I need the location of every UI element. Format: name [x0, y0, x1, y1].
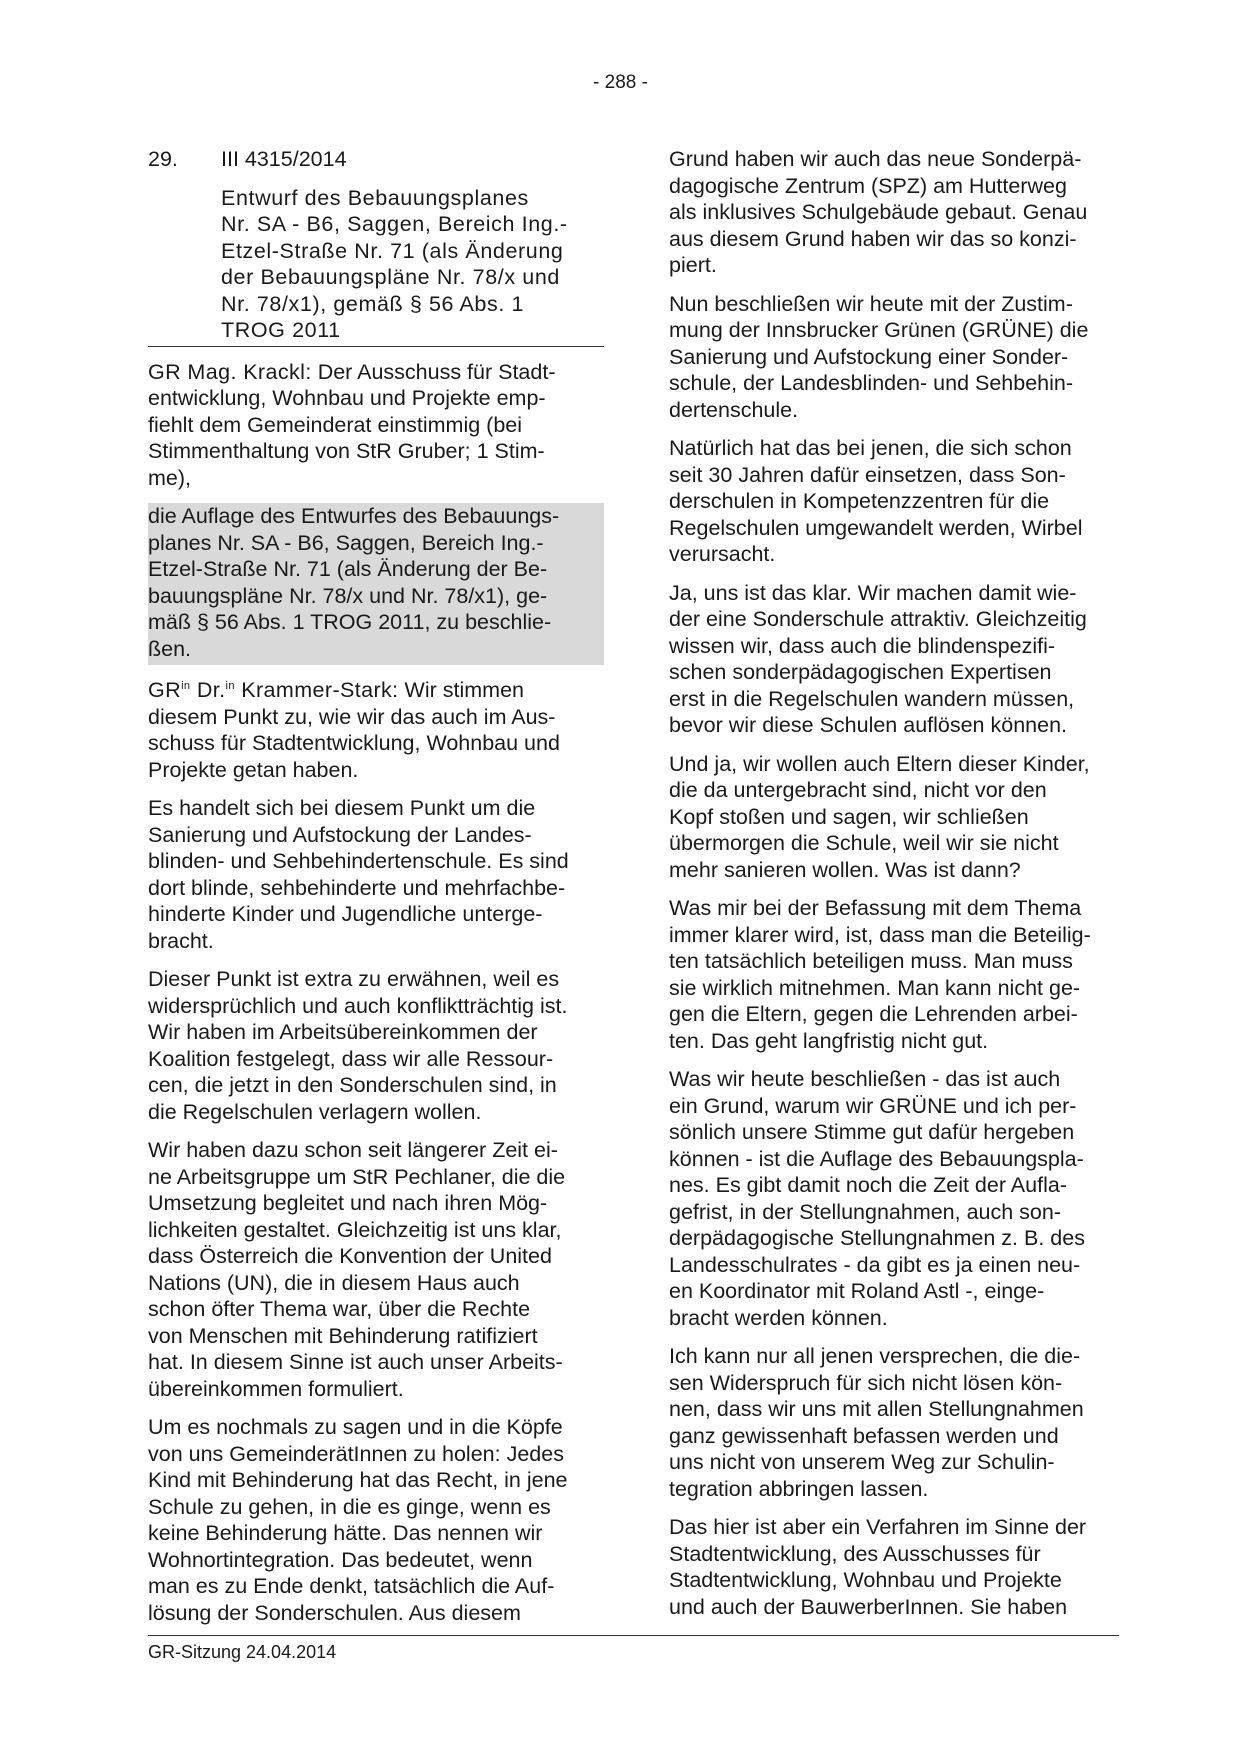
agenda-item-header	[148, 146, 604, 346]
title-line: Entwurf des Bebauungsplanes	[221, 185, 529, 210]
text-line: Projekte getan haben.	[148, 757, 359, 782]
text-line: Wir stimmen	[404, 678, 524, 702]
footer-divider	[148, 1635, 1119, 1636]
paragraph: Um es nochmals zu sagen und in die Köpfe von uns GemeinderätInnen zu holen: Jedes Kind mit Behinderung hat das Recht, in jene Schule zu gehen, in die es ginge, wenn es keine Behinderung hätte. Das nennen wir Wohnortintegration. Das bedeutet, wenn man es zu Ende denkt, tatsächlich die Auf- lösung der Sonderschulen. Aus diesem	[148, 1415, 568, 1625]
paragraph: Was wir heute beschließen - das ist auch ein Grund, warum wir GRÜNE und ich per- sönlich unsere Stimme gut dafür hergeben können - ist die Auflage des Bebauungspla- nes. Es gibt damit noch die Zeit der Aufla- gefrist, in der Stellungnahmen, auch son- derpädagogische Stellungnahmen z. B. des Landesschulrates - da gibt es ja einen neu- en Koordinator mit Roland Astl -, einge- bracht werden können.	[669, 1067, 1085, 1330]
paragraph-krackl	[148, 359, 604, 492]
title-line: Nr. SA - B6, Saggen, Bereich Ing.-	[221, 212, 568, 236]
text-line: diesem Punkt zu, wie wir das auch im Aus-	[148, 704, 556, 729]
title-line: TROG 2011	[221, 318, 341, 342]
paragraph: Ja, uns ist das klar. Wir machen damit wie- der eine Sonderschule attraktiv. Gleichzeitig wissen wir, dass auch die blindenspezifi- schen sonderpädagogischen Expertisen erst in die Regelschulen wandern müssen, bevor wir diese Schulen auflösen können.	[669, 580, 1087, 737]
text-line: entwicklung, Wohnbau und Projekte emp-	[148, 386, 546, 410]
paragraph: Natürlich hat das bei jenen, die sich schon seit 30 Jahren dafür einsetzen, dass Son- derschulen in Kompetenzzentren für die Regelschulen umgewandelt werden, Wirbel verursacht.	[669, 436, 1083, 566]
paragraph-krammer-stark	[148, 677, 604, 783]
title-line: Nr. 78/x1), gemäß § 56 Abs. 1	[221, 291, 525, 316]
text-line: schuss für Stadtentwicklung, Wohnbau und	[148, 731, 560, 755]
title-line: Etzel-Straße Nr. 71 (als Änderung	[221, 238, 564, 263]
speaker-name: GR Mag. Krackl:	[148, 359, 312, 384]
speaker-name: $GR^{in}$ Dr.$^{in}$ Krammer-Stark:	[148, 678, 399, 702]
text-line: Der Ausschuss für Stadt-	[317, 359, 556, 384]
agenda-item-title	[221, 185, 604, 346]
paragraph: Und ja, wir wollen auch Eltern dieser Kinder, die da untergebracht sind, nicht vor den Kopf stoßen und sagen, wir schließen übermorgen die Schule, weil wir sie nicht mehr sanieren wollen. Was ist dann?	[669, 751, 1090, 882]
agenda-item-number: 29.	[148, 147, 178, 171]
page-number: - 288 -	[593, 72, 648, 93]
text-line: die Auflage des Entwurfes des Bebauungs-	[148, 504, 560, 528]
paragraph: Grund haben wir auch das neue Sonderpä- dagogische Zentrum (SPZ) am Hutterweg als inklusives Schulgebäude gebaut. Genau aus diesem Grund haben wir das so konzi- piert.	[669, 147, 1088, 277]
left-column	[148, 146, 604, 1638]
footer-session-date: GR-Sitzung 24.04.2014	[148, 1642, 337, 1662]
paragraph: Wir haben dazu schon seit längerer Zeit ei- ne Arbeitsgruppe um StR Pechlaner, die die Umsetzung begleitet und nach ihren Mög- lichkeiten gestaltet. Gleichzeitig ist uns klar, dass Österreich die Konvention der United Nations (UN), die in diesem Haus auch schon öfter Thema war, über die Rechte von Menschen mit Behinderung ratifiziert hat. In diesem Sinne ist auch unser Arbeits- übereinkommen formuliert.	[148, 1138, 566, 1401]
text-line: planes Nr. SA - B6, Saggen, Bereich Ing.-	[148, 530, 544, 555]
agenda-item-reference: III 4315/2014	[221, 147, 347, 171]
text-line: Etzel-Straße Nr. 71 (als Änderung der Be-	[148, 557, 548, 581]
paragraph: Nun beschließen wir heute mit der Zustim- mung der Innsbrucker Grünen (GRÜNE) die Sanierung und Aufstockung einer Sonder- schule, der Landesblinden- und Sehbehin- dertenschule.	[669, 291, 1089, 422]
paragraph: Dieser Punkt ist extra zu erwähnen, weil es widersprüchlich und auch konfliktträchtig ist. Wir haben im Arbeitsübereinkommen der Koalition festgelegt, dass wir alle Ressour- cen, die jetzt in den Sonderschulen sind, in die Regelschulen verlagern wollen.	[148, 967, 568, 1124]
text-line: bauungspläne Nr. 78/x und Nr. 78/x1), ge-	[148, 583, 548, 608]
paragraph: Das hier ist aber ein Verfahren im Sinne der Stadtentwicklung, des Ausschusses für Stadtentwicklung, Wohnbau und Projekte und auch der BauwerberInnen. Sie haben	[669, 1515, 1087, 1619]
agenda-item-divider	[148, 346, 604, 347]
text-line: fiehlt dem Gemeinderat einstimmig (bei	[148, 412, 523, 437]
paragraph: Ich kann nur all jenen versprechen, die die- sen Widerspruch für sich nicht lösen kön- nen, dass wir uns mit allen Stellungnahmen ganz gewissenhaft befassen werden und uns nicht von unserem Weg zur Schulin- tegration abbringen lassen.	[669, 1344, 1084, 1501]
paragraph: Es handelt sich bei diesem Punkt um die Sanierung und Aufstockung der Landes- blinden- und Sehbehindertenschule. Es sind dort blinde, sehbehinderte und mehrfachbe- hinderte Kinder und Jugendliche unterge- bracht.	[148, 796, 569, 953]
motion-text-highlight	[148, 503, 604, 665]
paragraph: Was mir bei der Befassung mit dem Thema immer klarer wird, ist, dass man die Beteilig- ten tatsächlich beteiligen muss. Man muss sie wirklich mitnehmen. Man kann nicht ge- gen die Eltern, gegen die Lehrenden arbei- ten. Das geht langfristig nicht gut.	[669, 896, 1091, 1053]
text-line: ßen.	[148, 636, 192, 661]
right-column	[669, 146, 1127, 1632]
title-line: der Bebauungspläne Nr. 78/x und	[221, 265, 560, 289]
text-line: Stimmenthaltung von StR Gruber; 1 Stim-	[148, 439, 545, 463]
text-line: mäß § 56 Abs. 1 TROG 2011, zu beschlie-	[148, 610, 552, 634]
text-line: me),	[148, 465, 191, 490]
